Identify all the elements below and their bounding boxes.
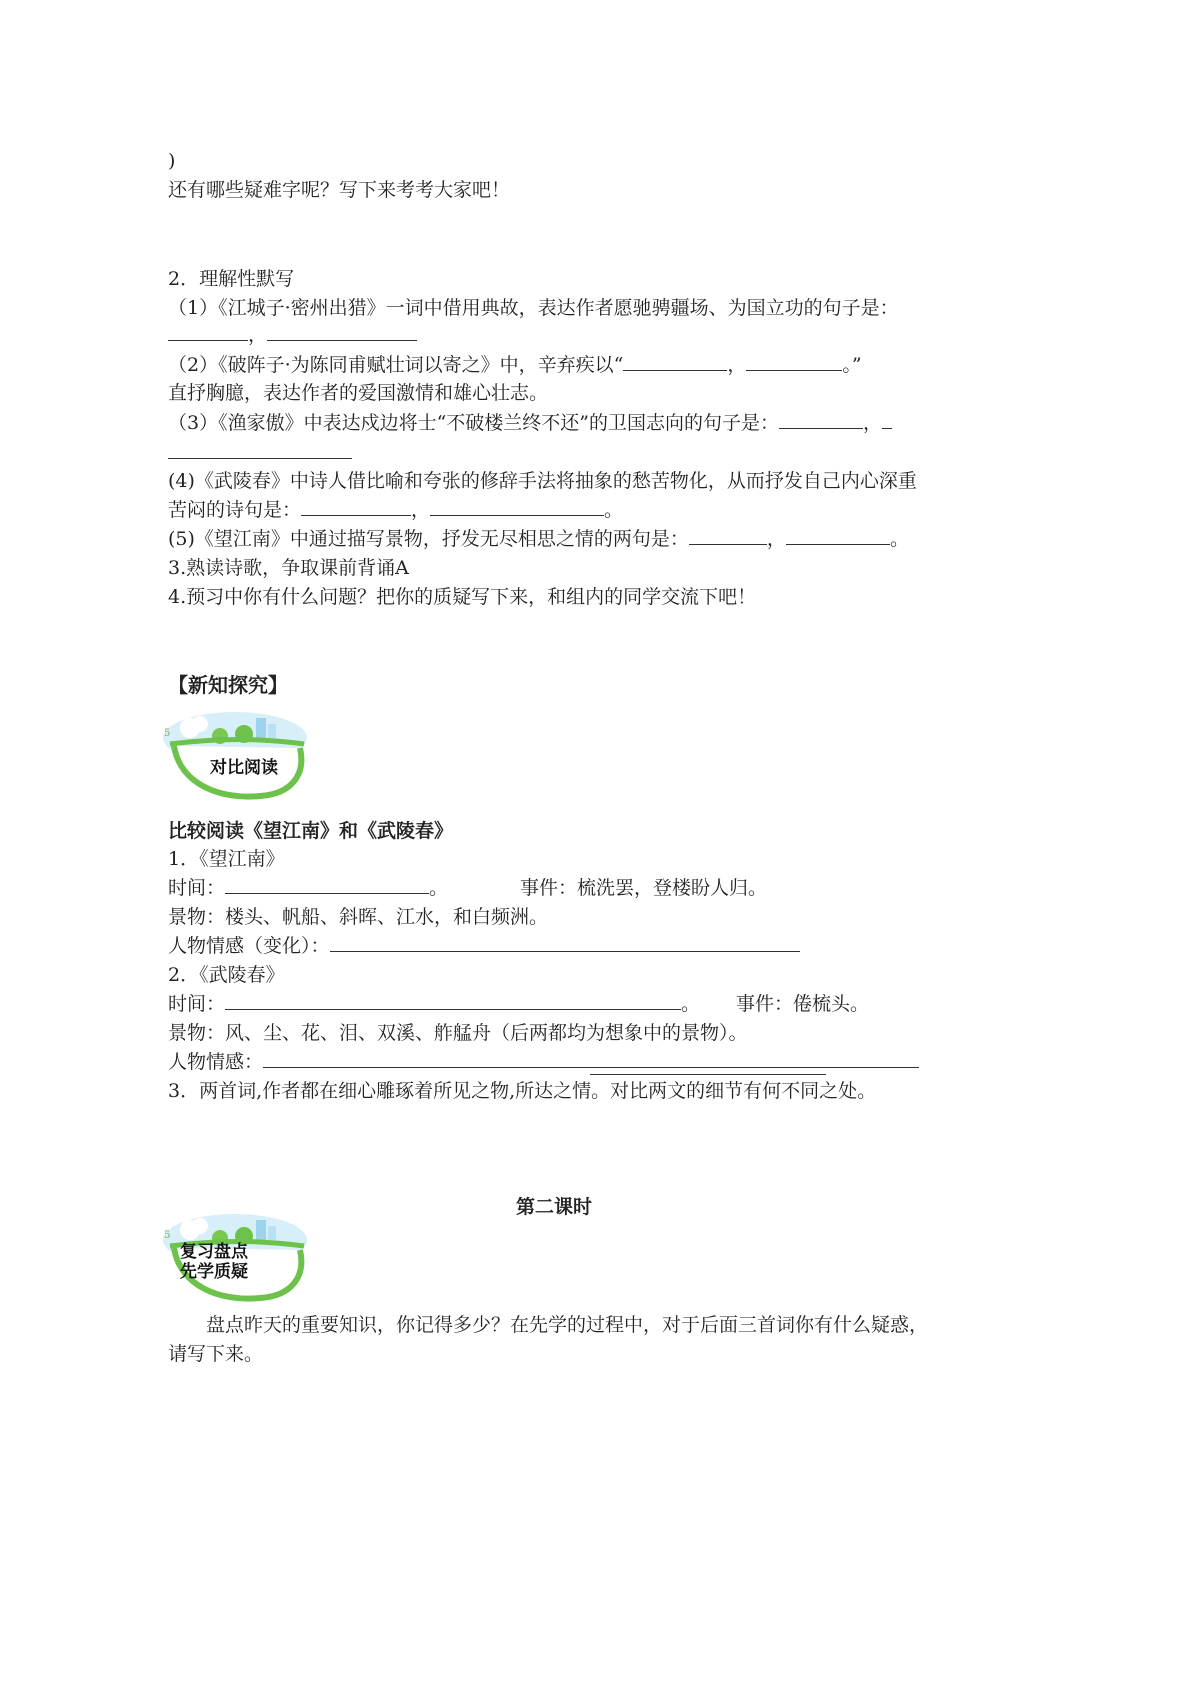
- question-1-text: （1）《江城子·密州出猎》一词中借用典故，表达作者愿驰骋疆场、为国立功的句子是：: [168, 297, 899, 319]
- item-3-recite: 3.熟读诗歌，争取课前背诵A: [168, 557, 409, 579]
- poem-2-event: 事件：倦梳头。: [736, 993, 870, 1015]
- poem-1-event: 事件：梳洗罢，登楼盼人归。: [520, 877, 768, 899]
- question-3-text: （3）《渔家傲》中表达戍边将士“不破楼兰终不还”的卫国志向的句子是： ，: [168, 410, 892, 436]
- poem-2-time: 时间： 。: [168, 993, 701, 1015]
- badge-label: 对比阅读: [210, 758, 278, 778]
- badge-compare-reading: [160, 708, 310, 802]
- difficult-words-prompt: 还有哪些疑难字呢？写下来考考大家吧！: [168, 179, 511, 201]
- answer-blank[interactable]: [689, 526, 767, 545]
- answer-blank[interactable]: [225, 991, 681, 1010]
- question-4-text: (4)《武陵春》中诗人借比喻和夸张的修辞手法将抽象的愁苦物化，从而抒发自己内心深重: [168, 470, 917, 492]
- lesson-2-body: 盘点昨天的重要知识，你记得多少？在先学的过程中，对于后面三首词你有什么疑惑，: [206, 1314, 929, 1336]
- compare-question-3: 3．两首词,作者都在细心雕琢着所见之物,所达之情。对比两文的细节有何不同之处。: [168, 1080, 877, 1102]
- question-5-text: (5)《望江南》中通过描写景物，抒发无尽相思之情的两句是： ， 。: [168, 528, 909, 550]
- poem-1-scene: 景物：楼头、帆船、斜晖、江水，和白频洲。: [168, 906, 549, 928]
- section-header-explore: 【新知探究】: [168, 673, 288, 697]
- badge-review: [160, 1210, 310, 1304]
- answer-blank[interactable]: [301, 497, 411, 516]
- question-2-cont: 直抒胸臆，表达作者的爱国激情和雄心壮志。: [168, 382, 549, 404]
- poem-2-scene: 景物：风、尘、花、泪、双溪、舴艋舟（后两都均为想象中的景物）。: [168, 1022, 748, 1044]
- poem-2-title: 2．《武陵春》: [168, 964, 285, 986]
- question-1-blanks: ，: [168, 322, 417, 348]
- lesson-2-body-cont: 请写下来。: [168, 1343, 264, 1365]
- item-4-questions: 4.预习中你有什么问题？把你的质疑写下来，和组内的同学交流下吧！: [168, 586, 757, 608]
- poem-1-title: 1．《望江南》: [168, 848, 285, 870]
- question-2-text: （2）《破阵子·为陈同甫赋壮词以寄之》中，辛弃疾以“ ， 。”: [168, 354, 862, 376]
- answer-blank[interactable]: [168, 322, 248, 341]
- question-4-cont: 苦闷的诗句是： ， 。: [168, 499, 624, 521]
- answer-blank[interactable]: [430, 497, 604, 516]
- answer-blank[interactable]: [225, 875, 429, 894]
- badge-label-line2: 先学质疑: [180, 1262, 248, 1282]
- badge-label-line1: 复习盘点: [180, 1242, 248, 1262]
- answer-line[interactable]: [168, 458, 352, 459]
- svg-text:5: 5: [164, 1230, 171, 1241]
- closing-paren: ): [168, 150, 176, 172]
- poem-1-emotion: 人物情感（变化）：: [168, 933, 800, 959]
- answer-line[interactable]: [590, 1074, 826, 1075]
- svg-text:5: 5: [164, 728, 171, 739]
- section-title-recite: 2．理解性默写: [168, 268, 295, 290]
- answer-blank[interactable]: [330, 933, 800, 952]
- answer-blank[interactable]: [882, 410, 892, 429]
- poem-1-time: 时间： 。: [168, 877, 449, 899]
- answer-blank[interactable]: [786, 526, 890, 545]
- answer-blank[interactable]: [263, 1049, 919, 1068]
- poem-2-emotion: 人物情感：: [168, 1049, 919, 1075]
- compare-title: 比较阅读《望江南》和《武陵春》: [168, 820, 454, 842]
- answer-blank[interactable]: [267, 322, 417, 341]
- answer-blank[interactable]: [746, 352, 842, 371]
- answer-blank[interactable]: [623, 352, 727, 371]
- lesson-2-title: 第二课时: [516, 1196, 593, 1218]
- answer-blank[interactable]: [779, 410, 863, 429]
- badge-cloud-icon: [160, 708, 310, 802]
